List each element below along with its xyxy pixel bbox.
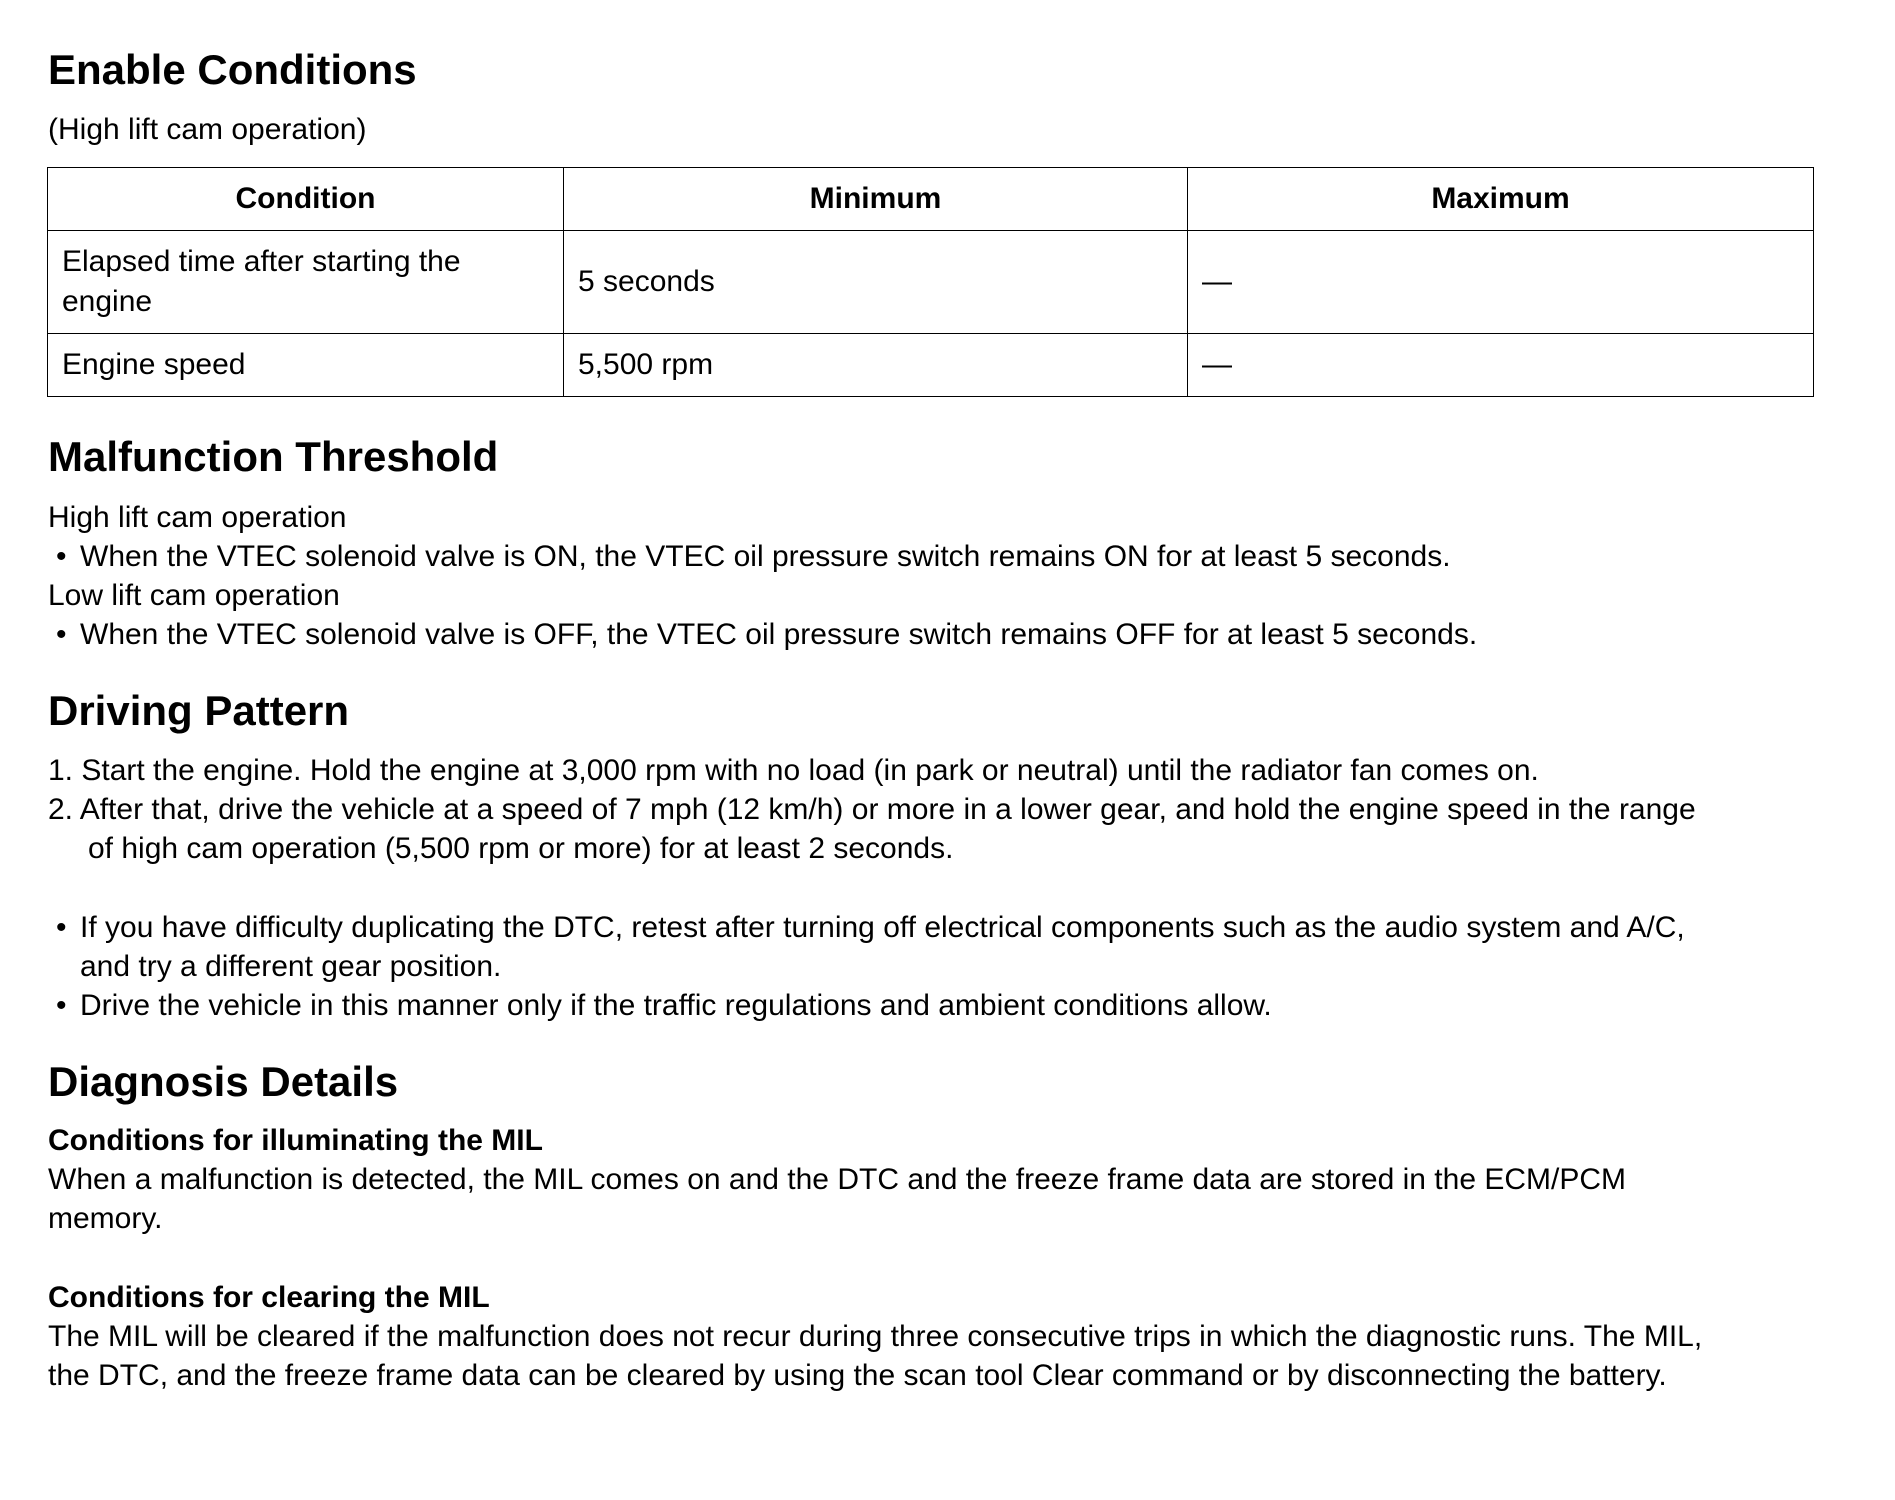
bullet-icon: • — [56, 989, 67, 1022]
enable-conditions-heading: Enable Conditions — [48, 46, 417, 93]
bullet-icon: • — [56, 911, 67, 944]
clearing-mil-text-continued: the DTC, and the freeze frame data can be cleared by using the scan tool Clear command or by disconnecting the battery. — [48, 1359, 1667, 1392]
illuminating-mil-heading: Conditions for illuminating the MIL — [48, 1124, 543, 1157]
enable-conditions-table — [47, 167, 1814, 397]
low-lift-label: Low lift cam operation — [48, 579, 340, 612]
bullet-icon: • — [56, 540, 67, 573]
table-cell-maximum: — — [1188, 334, 1814, 397]
high-lift-bullet-text: When the VTEC solenoid valve is ON, the VTEC oil pressure switch remains ON for at least 5 seconds. — [80, 540, 1451, 573]
column-header-condition: Condition — [48, 168, 564, 231]
illuminating-mil-text: When a malfunction is detected, the MIL comes on and the DTC and the freeze frame data are stored in the ECM/PCM — [48, 1163, 1627, 1196]
high-lift-label: High lift cam operation — [48, 501, 347, 534]
table-row — [48, 334, 1814, 397]
malfunction-threshold-heading: Malfunction Threshold — [48, 433, 499, 480]
table-cell-maximum: — — [1188, 231, 1814, 334]
clearing-mil-heading: Conditions for clearing the MIL — [48, 1281, 490, 1314]
enable-conditions-subtitle: (High lift cam operation) — [48, 113, 367, 146]
table-cell-minimum: 5 seconds — [564, 231, 1188, 334]
high-lift-bullet — [56, 537, 1451, 577]
driving-step-2-continued: of high cam operation (5,500 rpm or more) for at least 2 seconds. — [88, 832, 954, 865]
illuminating-mil-text-continued: memory. — [48, 1202, 163, 1235]
driving-step-1: 1. Start the engine. Hold the engine at 3,000 rpm with no load (in park or neutral) until the radiator fan comes on. — [48, 754, 1539, 787]
column-header-maximum: Maximum — [1188, 168, 1814, 231]
driving-pattern-heading: Driving Pattern — [48, 687, 350, 734]
table-row — [48, 231, 1814, 334]
note-bullet-1 — [56, 908, 1685, 948]
column-header-minimum: Minimum — [564, 168, 1188, 231]
table-cell-condition: Elapsed time after starting the engine — [48, 231, 564, 334]
clearing-mil-text: The MIL will be cleared if the malfunction does not recur during three consecutive trips in which the diagnostic runs. The MIL, — [48, 1320, 1703, 1353]
driving-step-2: 2. After that, drive the vehicle at a speed of 7 mph (12 km/h) or more in a lower gear, and hold the engine speed in the range — [48, 793, 1696, 826]
low-lift-bullet — [56, 615, 1477, 655]
low-lift-bullet-text: When the VTEC solenoid valve is OFF, the VTEC oil pressure switch remains OFF for at least 5 seconds. — [80, 618, 1478, 651]
table-cell-condition: Engine speed — [48, 334, 564, 397]
table-header-row — [48, 168, 1814, 231]
note-bullet-2-text: Drive the vehicle in this manner only if the traffic regulations and ambient conditions allow. — [80, 989, 1272, 1022]
diagnosis-details-heading: Diagnosis Details — [48, 1058, 399, 1105]
table-cell-minimum: 5,500 rpm — [564, 334, 1188, 397]
note-bullet-1-text: If you have difficulty duplicating the DTC, retest after turning off electrical components such as the audio system and A/C, — [80, 911, 1685, 944]
note-bullet-2 — [56, 986, 1272, 1026]
bullet-icon: • — [56, 618, 67, 651]
note-bullet-1-continued: and try a different gear position. — [80, 950, 502, 983]
